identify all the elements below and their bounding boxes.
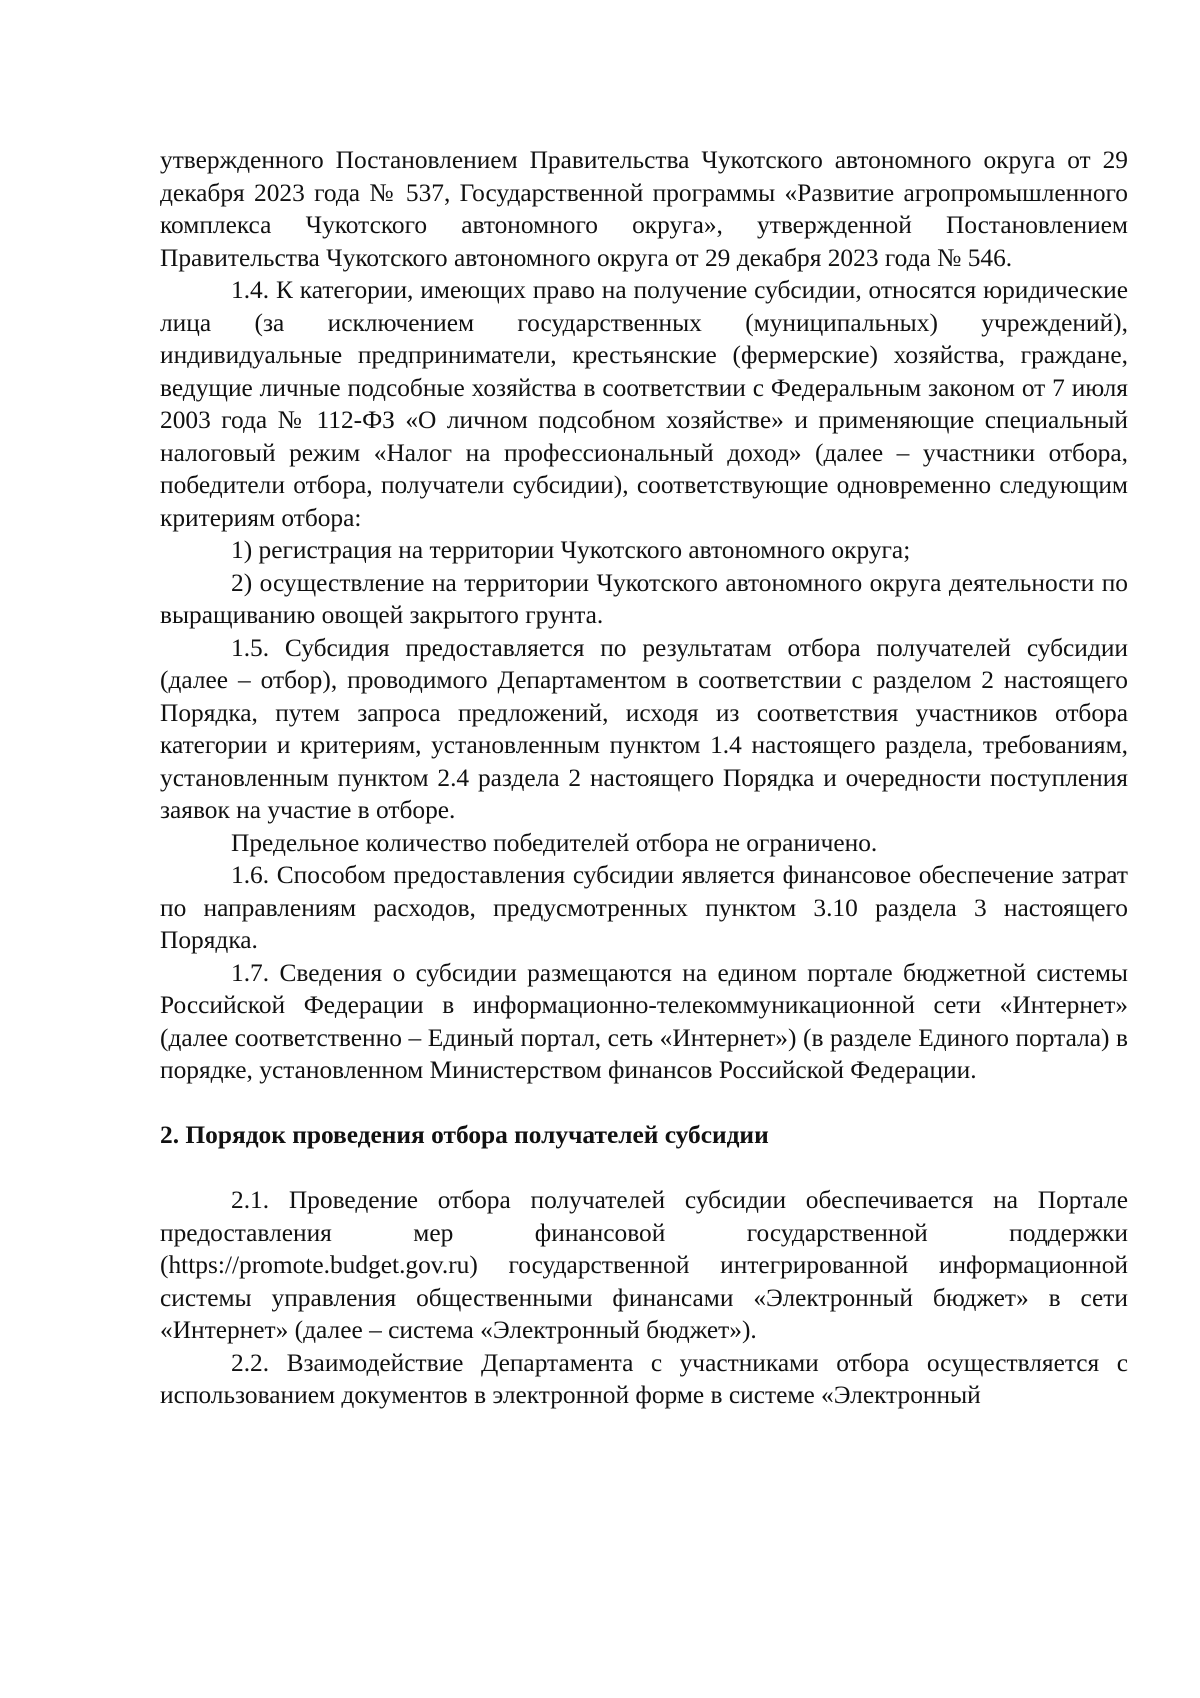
section-heading: 2. Порядок проведения отбора получателей субсидии: [160, 1120, 769, 1149]
document-page: [160, 144, 1128, 1412]
paragraph-winners-limit: Предельное количество победителей отбора не ограничено.: [231, 828, 878, 857]
paragraph-2-2: 2.2. Взаимодействие Департамента с участниками отбора осуществляется с использованием документов в электронной форме в системе «Электронный: [160, 1348, 1128, 1409]
paragraph-continuation: утвержденного Постановлением Правительства Чукотского автономного округа от 29 декабря 2023 года № 537, Государственной программы «Развитие агропромышленного комплекса Чукотского автономного округа», утвержденной Постановлением Правительства Чукотского автономного округа от 29 декабря 2023 года № 546.: [160, 146, 1128, 272]
paragraph-2-1: 2.1. Проведение отбора получателей субсидии обеспечивается на Портале предоставления мер финансовой государственной поддержки (https://promote.budget.gov.ru) государственной интегрированной информационной системы управления общественными финансами «Электронный бюджет» в сети «Интернет» (далее – система «Электронный бюджет»).: [160, 1186, 1128, 1344]
paragraph-1-4: 1.4. К категории, имеющих право на получение субсидии, относятся юридические лица (за исключением государственных (муниципальных) учреждений), индивидуальные предприниматели, крестьянские (фермерские) хозяйства, граждане, ведущие личные подсобные хозяйства в соответствии с Федеральным законом от 7 июля 2003 года № 112-ФЗ «О личном подсобном хозяйстве» и применяющие специальный налоговый режим «Налог на профессиональный доход» (далее – участники отбора, победители отбора, получатели субсидии), соответствующие одновременно следующим критериям отбора:: [160, 276, 1128, 532]
paragraph-1-6: 1.6. Способом предоставления субсидии является финансовое обеспечение затрат по направлениям расходов, предусмотренных пунктом 3.10 раздела 3 настоящего Порядка.: [160, 861, 1128, 954]
paragraph-criterion-2: 2) осуществление на территории Чукотского автономного округа деятельности по выращиванию овощей закрытого грунта.: [160, 568, 1128, 629]
paragraph-criterion-1: 1) регистрация на территории Чукотского автономного округа;: [231, 536, 911, 564]
paragraph-1-7: 1.7. Сведения о субсидии размещаются на едином портале бюджетной системы Российской Федерации в информационно-телекоммуникационной сети «Интернет» (далее соответственно – Единый портал, сеть «Интернет») (в разделе Единого портала) в порядке, установленном Министерством финансов Российской Федерации.: [160, 958, 1128, 1084]
paragraph-1-5: 1.5. Субсидия предоставляется по результатам отбора получателей субсидии (далее – отбор), проводимого Департаментом в соответствии с разделом 2 настоящего Порядка, путем запроса предложений, исходя из соответствия участников отбора категории и критериям, установленным пунктом 1.4 настоящего раздела, требованиям, установленным пунктом 2.4 раздела 2 настоящего Порядка и очередности поступления заявок на участие в отборе.: [160, 633, 1128, 824]
